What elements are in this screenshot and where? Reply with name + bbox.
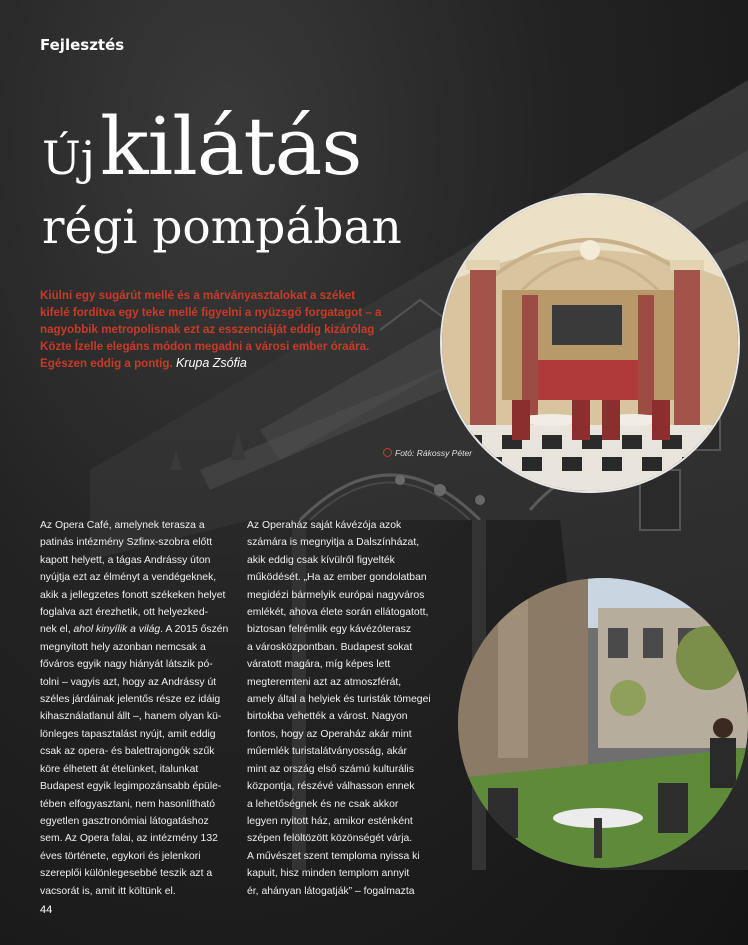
column1-line: lönleges tapasztalást nyújt, amit eddig bbox=[40, 728, 216, 740]
article-column-2 bbox=[247, 517, 452, 900]
column2-line: megteremteni azt az atmoszférát, bbox=[247, 676, 402, 688]
column2-line: műemlék turistalátványosság, akár bbox=[247, 746, 407, 758]
article-title-line2: régi pompában bbox=[42, 200, 402, 255]
column2-line: mint az ország első számú kulturális bbox=[247, 763, 414, 775]
column2-line: központja, részévé válhasson ennek bbox=[247, 781, 415, 793]
column1-line: nyújtja ezt az élményt a vendégeknek, bbox=[40, 572, 217, 584]
column2-line: a lehetőségnek és ne csak akkor bbox=[247, 798, 399, 810]
column1-line: Az Opera Café, amelynek terasza a bbox=[40, 520, 205, 531]
column2-line: a városközpontban. Budapest sokat bbox=[247, 641, 413, 653]
column1-line: vacsorát is, amit itt költünk el. bbox=[40, 885, 176, 897]
column2-line: legyen nyitott ház, amikor esténként bbox=[247, 815, 413, 827]
column2-line: szépen felöltözött közönségét várja. bbox=[247, 833, 413, 845]
column1-line: főváros egyik nagy hiányát látszik pó- bbox=[40, 659, 213, 671]
page-number: 44 bbox=[40, 904, 53, 916]
column2-line: A művészet szent temploma nyissa ki bbox=[247, 850, 420, 862]
column1-line: szereplői különlegesebbé teszik azt a bbox=[40, 868, 213, 880]
column2-line: emlékét, ahova élete során ellátogatott, bbox=[247, 607, 429, 619]
photo-credit: Fotó: Rákossy Péter bbox=[383, 448, 472, 458]
lead-text: Kiülni egy sugárút mellé és a márványasztalokat a széket kifelé fordítva egy teke mellé figyelni a nyüzsgő forgatagot – a nagyobbik metropolisnak ezt az esszenciáját eddig kizárólag Közte Ízelle elegáns módon megadni a városi ember óraára. Egészen eddig a pontig. bbox=[40, 289, 382, 370]
column1-line: Budapest egyik legimpozánsabb épüle- bbox=[40, 781, 222, 793]
title-word-uj: Új bbox=[42, 131, 96, 185]
column1-line: egyetlen gasztronómiai látogatáshoz bbox=[40, 815, 209, 827]
article-column-1 bbox=[40, 517, 240, 900]
column2-line: birtokba vehették a várost. Nagyon bbox=[247, 711, 408, 723]
column1-line: csak az opera- és balettrajongók szűk bbox=[40, 746, 215, 758]
column2-line: számára is megnyitja a Dalszínházat, bbox=[247, 537, 420, 549]
column1-line: tolni – vagyis azt, hogy az Andrássy út bbox=[40, 676, 217, 688]
column2-line: kapuit, hisz minden templom annyit bbox=[247, 868, 410, 880]
column2-line: megidézi bármelyik európai nagyváros bbox=[247, 589, 425, 601]
column2-line: váratott magára, míg képes lett bbox=[247, 659, 391, 671]
column1-line: nek el, ahol kinyílik a világ. A 2015 őszén bbox=[40, 624, 229, 636]
title-word-kilatas: kilátás bbox=[100, 100, 362, 193]
column2-line: fontos, hogy az Operaház akár mint bbox=[247, 728, 412, 740]
column1-line: sem. Az Opera falai, az intézmény 132 bbox=[40, 833, 218, 845]
column2-line: amely által a helyiek és turisták tömegei bbox=[247, 694, 431, 706]
section-label: Fejlesztés bbox=[40, 36, 125, 54]
column1-line: széles járdáinak jelentős része ez idáig bbox=[40, 694, 221, 706]
column1-line: kapott helyett, a tágas Andrássy úton bbox=[40, 554, 211, 566]
column1-line: éves története, egykori és jelenkori bbox=[40, 850, 201, 862]
cafe-terrace-photo bbox=[458, 578, 748, 868]
cafe-interior-photo bbox=[440, 193, 740, 493]
column2-line: Az Operaház saját kávézója azok bbox=[247, 520, 402, 531]
lead-paragraph bbox=[40, 287, 385, 372]
column2-line: biztosan felrémlik egy kávézóterasz bbox=[247, 624, 412, 636]
column1-line: köre élhetett át ételünket, italunkat bbox=[40, 763, 199, 775]
column1-line: megnyitott hely azonban nemcsak a bbox=[40, 641, 206, 653]
column2-line: akik eddig csak kívülről figyelték bbox=[247, 554, 395, 566]
author-name: Krupa Zsófia bbox=[175, 356, 247, 370]
article-title-line1 bbox=[42, 100, 361, 193]
column1-line: patinás intézmény Szfinx-szobra előtt bbox=[40, 537, 213, 549]
camera-icon bbox=[383, 448, 392, 457]
column1-line: foglalva azt érezhetik, ott helyezked- bbox=[40, 607, 209, 619]
column1-line: akik a jellegzetes fonott székeken helyet bbox=[40, 589, 226, 601]
column2-line: ér, ahányan látogatják” – fogalmazta bbox=[247, 885, 415, 897]
column1-line: kihasználatlanul állt –, hanem olyan kü- bbox=[40, 711, 222, 723]
column2-line: működését. „Ha az ember gondolatban bbox=[247, 572, 427, 584]
column1-line: tében elfogyasztani, nem hasonlítható bbox=[40, 798, 216, 810]
